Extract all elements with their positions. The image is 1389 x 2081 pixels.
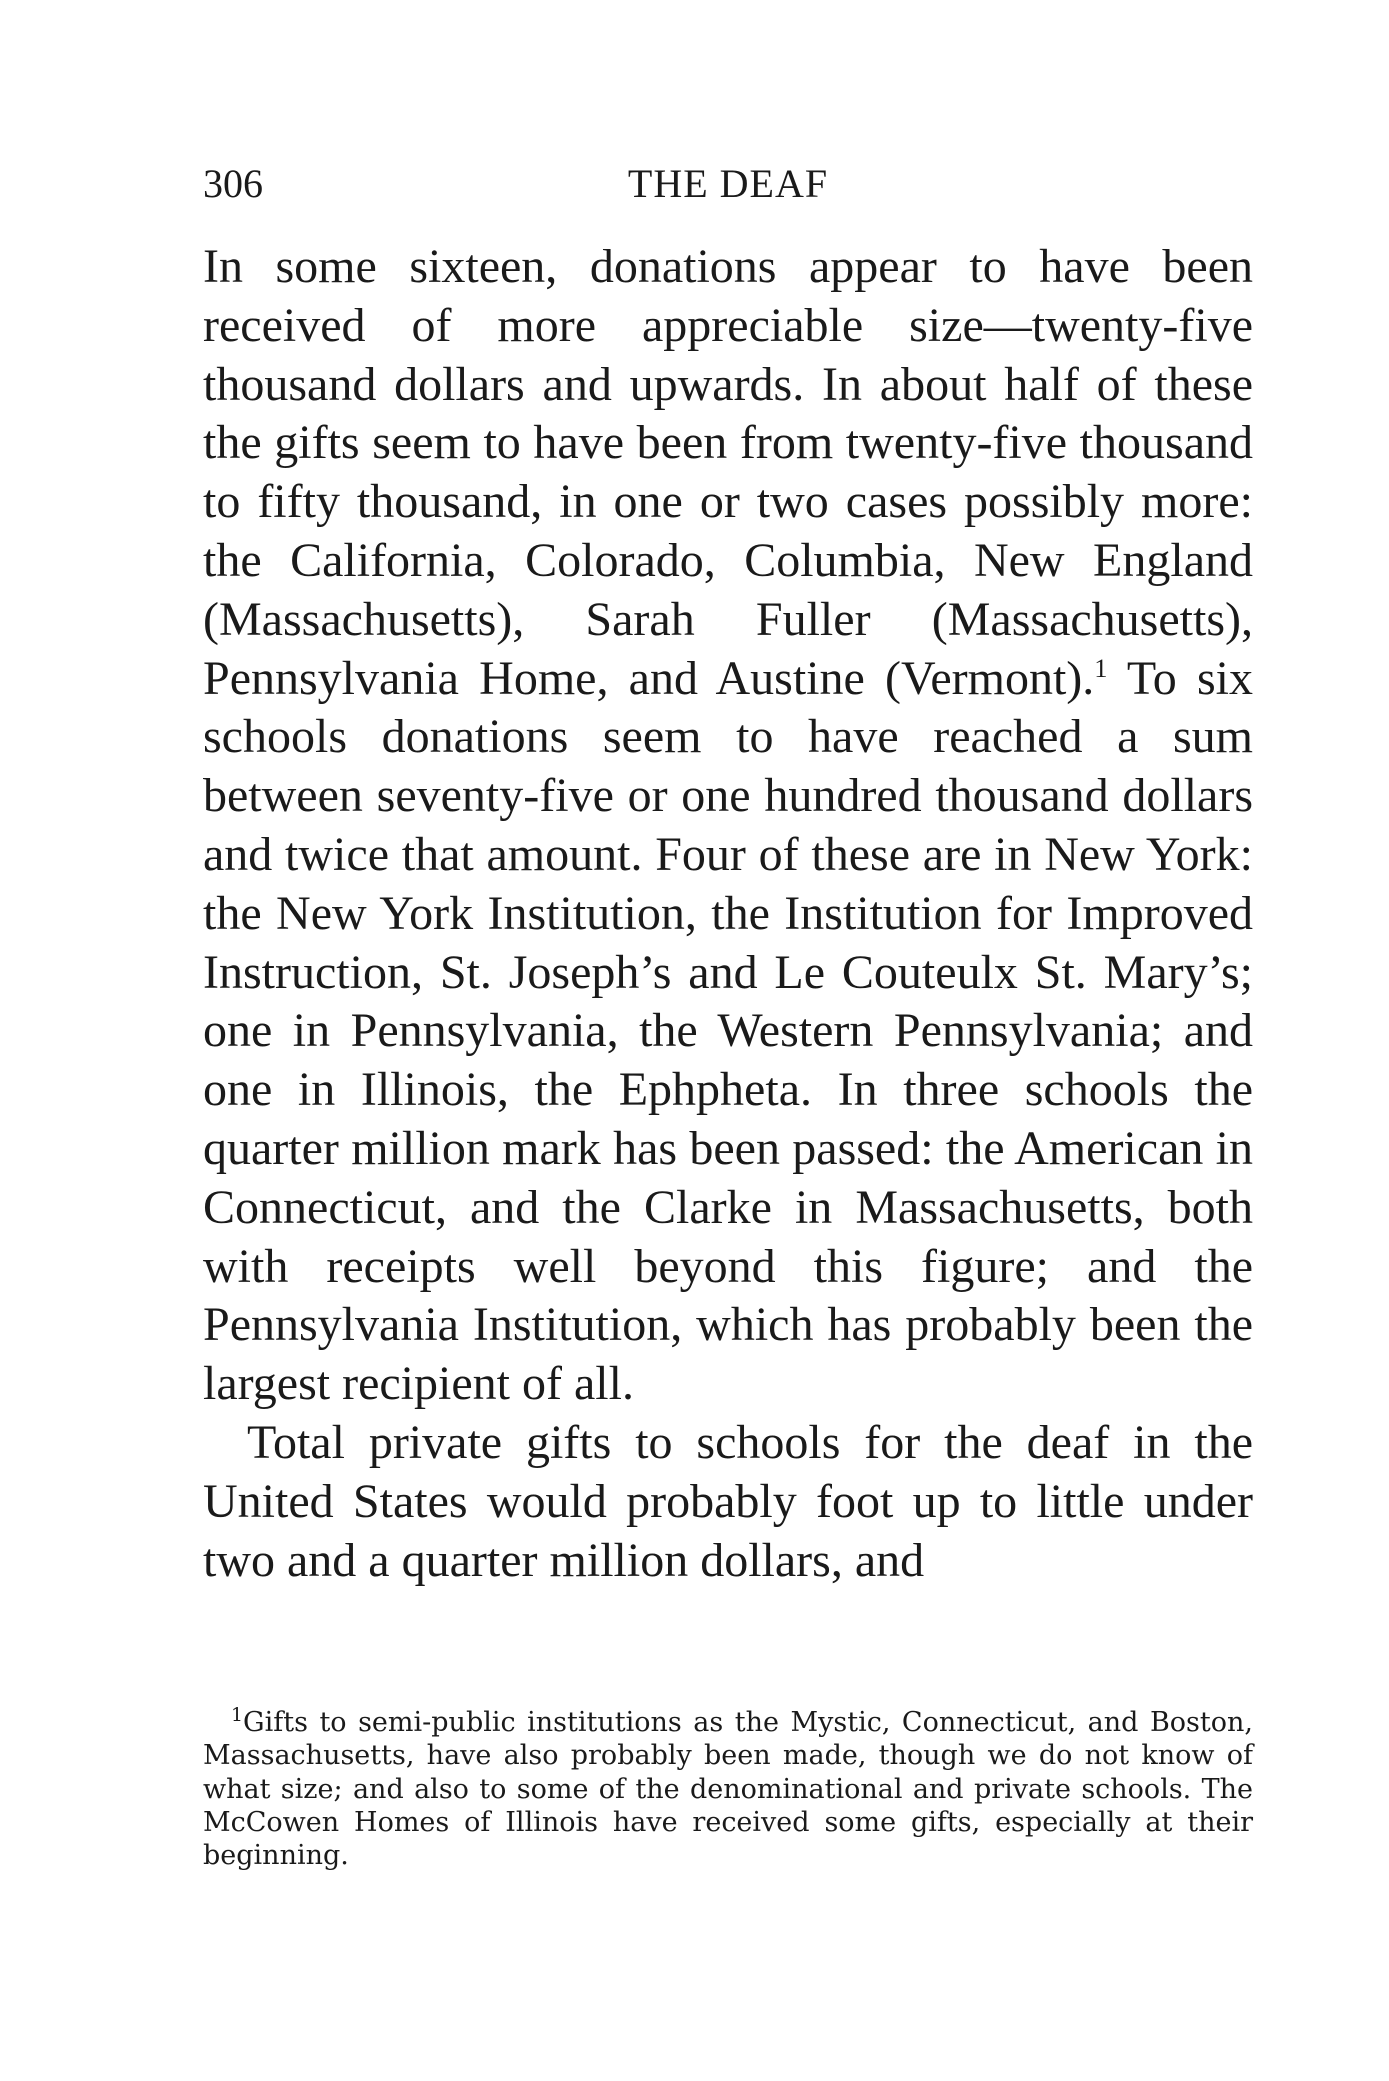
paragraph xyxy=(203,238,1253,1414)
paragraph-text: In some sixteen, donations appear to have been received of more appreciable size—twenty-five thousand dollars and upwards. In about half of these the gifts seem to have been from twenty-five thousand to fifty thousand, in one or two cases possibly more: the California, Colorado, Columbia, New England (Massachusetts), Sarah Fuller (Massachusetts), Pennsylvania Home, and Austine (Vermont). xyxy=(203,240,1253,705)
paragraph-text: Total private gifts to schools for the deaf in the United States would probably foot up to little under two and a quarter million dollars, and xyxy=(203,1415,1253,1587)
running-head: THE DEAF xyxy=(627,161,829,206)
paragraph xyxy=(203,1414,1253,1590)
page-number: 306 xyxy=(203,161,263,206)
body-text xyxy=(203,238,1253,1590)
footnote xyxy=(203,1706,1253,1872)
page-header xyxy=(203,160,1253,216)
paragraph-text: To six schools donations seem to have reached a sum between seventy-five or one hundred thousand dollars and twice that amount. Four of these are in New York: the New York Institution, the Institution for Improved Instruction, St. Joseph’s and Le Couteulx St. Mary’s; one in Pennsylvania, the Western Pennsylvania; and one in Illinois, the Ephpheta. In three schools the quarter million mark has been passed: the American in Connecticut, and the Clarke in Massachusetts, both with receipts well beyond this figure; and the Pennsylvania Institution, which has probably been the largest recipient of all. xyxy=(203,651,1254,1411)
footnote-text: Gifts to semi-public institutions as the Mystic, Connecticut, and Boston, Massachusetts, have also probably been made, though we do not know of what size; and also to some of the denominational and private schools. The McCowen Homes of Illinois have received some gifts, especially at their beginning. xyxy=(203,1707,1253,1872)
footnote-reference: 1 xyxy=(1094,652,1108,683)
footnote-marker: 1 xyxy=(231,1704,244,1726)
